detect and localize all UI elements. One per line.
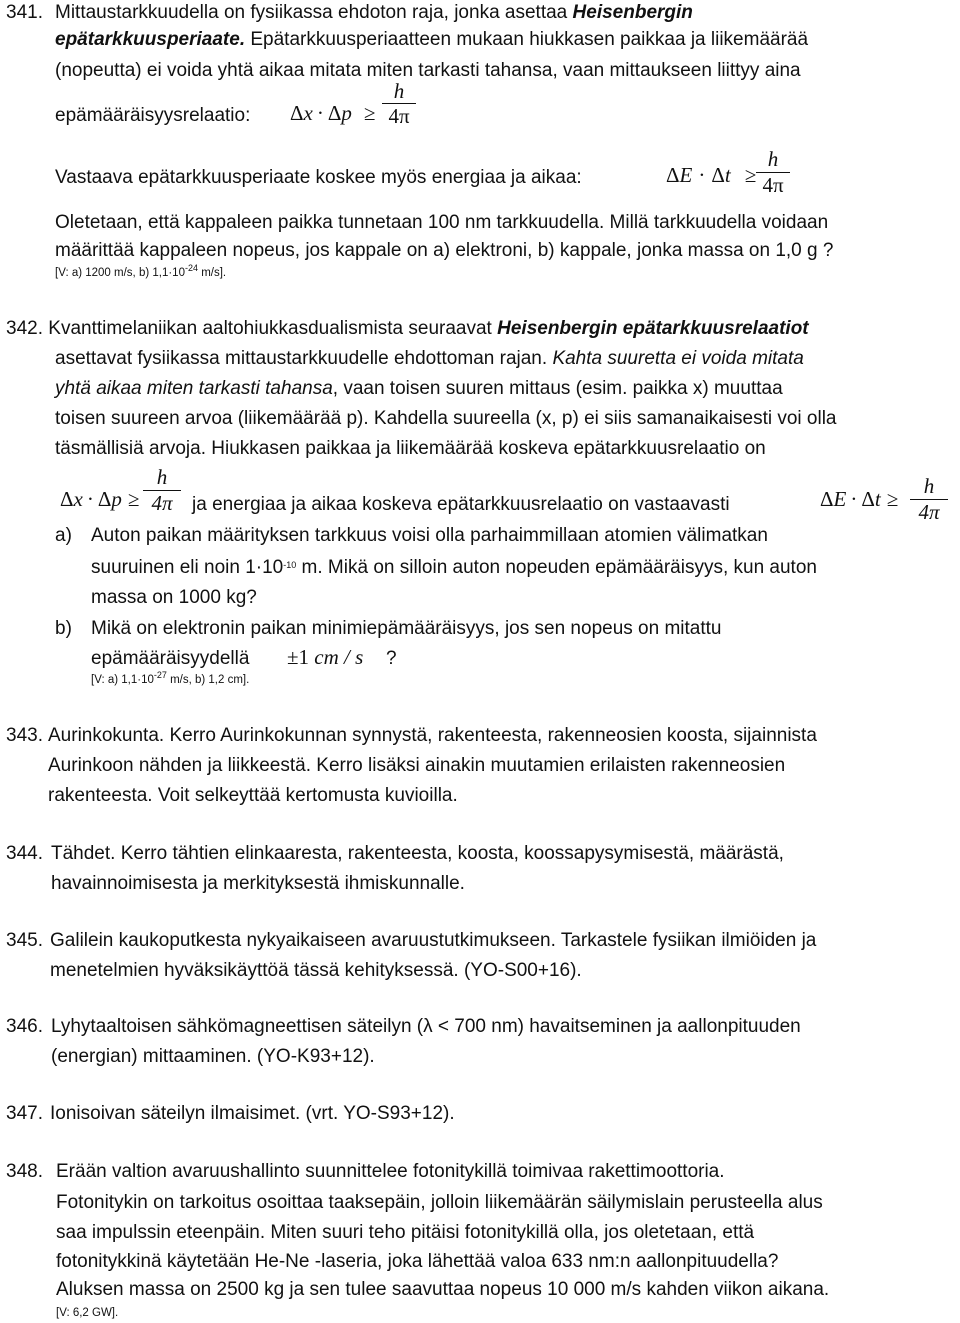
problem-347-text: Ionisoivan säteilyn ilmaisimet. (vrt. YO-S93+12). (50, 1103, 455, 1124)
problem-343-line2: Aurinkoon nähden ja liikkeestä. Kerro lisäksi ainakin muutamien erilaisten rakenneosien (48, 755, 786, 776)
subquestion-a-text: Auton paikan määrityksen tarkkuus voisi olla parhaimmillaan atomien välimatkan (91, 525, 768, 546)
var-x: x (73, 487, 83, 511)
problem-341-line5: Vastaava epätarkkuusperiaate koskee myös energiaa ja aikaa: (55, 167, 582, 188)
problem-346-line2: (energian) mittaaminen. (YO-K93+12). (51, 1046, 375, 1067)
problem-345-line2: menetelmien hyväksikäyttöä tässä kehityksessä. (YO-S00+16). (50, 960, 582, 981)
fraction-h-over-4pi (143, 466, 181, 530)
problem-344-line1 (6, 841, 784, 867)
subquestion-a-text: m. Mikä on silloin auton nopeuden epämääräisyys, kun auton (296, 557, 817, 578)
dot-symbol: · (850, 487, 858, 511)
heisenbergin-term: Heisenbergin (572, 2, 693, 23)
answer-text-end: m/s, b) 1,2 cm]. (166, 674, 250, 686)
problem-342-text: asettavat fysiikassa mittaustarkkuudelle ehdottoman rajan. (55, 348, 553, 369)
numerator-h: h (393, 79, 405, 103)
answer-text-end: m/s]. (198, 267, 227, 279)
formula-position-momentum-342 (60, 487, 139, 511)
problem-341-line2 (55, 27, 808, 53)
problem-348-line3: saa impulssin eteenpäin. Miten suuri teho pitäisi fotonitykillä olla, jos oletetaan, että (56, 1222, 755, 1243)
problem-341-line4: epämääräisyysrelaatio: (55, 105, 251, 126)
var-p: p (341, 101, 352, 125)
fraction-h-over-4pi (756, 148, 790, 212)
problem-342-answer (91, 672, 249, 688)
answer-text: [V: a) 1,1·10 (91, 674, 154, 686)
denominator-4pi: 4π (762, 173, 784, 197)
problem-343-number: 343. (6, 725, 43, 746)
fraction-h-over-4pi (910, 475, 948, 539)
denominator-4pi: 4π (388, 104, 410, 128)
problem-341-line6: Oletetaan, että kappaleen paikka tunnetaan 100 nm tarkkuudella. Millä tarkkuudella voidaan (55, 212, 829, 233)
problem-342-b-line1 (55, 616, 722, 642)
problem-342-number: 342. (6, 318, 43, 339)
problem-347-number: 347. (6, 1103, 43, 1124)
problem-342-a-line1 (55, 523, 768, 549)
delta-symbol: Δ (97, 487, 112, 511)
subquestion-a-text: suuruinen eli noin 1·10 (91, 557, 284, 578)
problem-342-line2 (55, 346, 804, 372)
delta-symbol: Δ (290, 101, 304, 125)
problem-342-line4: toisen suureen arvoa (liikemäärää p). Kahdella suureella (x, p) ei siis samanaikaisesti voi olla (55, 408, 837, 429)
problem-344-line2: havainnoimisesta ja merkityksestä ihmiskunnalle. (51, 873, 465, 894)
formula-velocity-uncertainty (287, 645, 363, 669)
problem-342-a-line2 (91, 555, 817, 581)
problem-341-line3: (nopeutta) ei voida yhtä aikaa mitata miten tarkasti tahansa, vaan mittaukseen liittyy aina (55, 60, 801, 81)
problem-348-number: 348. (6, 1161, 43, 1182)
problem-342-text: , vaan toisen suuren mittaus (esim. paikka x) muuttaa (332, 378, 783, 399)
dot-symbol: · (316, 101, 324, 125)
subquestion-b-text: Mikä on elektronin paikan minimiepämääräisyys, jos sen nopeus on mitattu (91, 618, 722, 639)
subquestion-b-text: epämääräisyydellä (91, 648, 250, 669)
problem-342-text: Kvanttimelaniikan aaltohiukkasdualismista seuraavat (48, 318, 498, 339)
var-x: x (303, 101, 313, 125)
problem-342-line1 (6, 316, 809, 342)
uncertainty-principle-term: epätarkkuusperiaate. (55, 29, 246, 50)
fraction-h-over-4pi (382, 80, 416, 144)
problem-348-line1 (6, 1159, 725, 1185)
problem-343-text: Aurinkokunta. Kerro Aurinkokunnan synnystä, rakenteesta, rakenneosien koosta, sijainnista (48, 725, 817, 746)
answer-exponent: -24 (184, 263, 198, 273)
delta-symbol: Δ (711, 163, 725, 187)
problem-345-number: 345. (6, 930, 43, 951)
answer-exponent: -27 (153, 670, 167, 680)
problem-348-line5: Aluksen massa on 2500 kg ja sen tulee saavuttaa nopeus 10 000 m/s kahden viikon aikana. (56, 1279, 830, 1300)
problem-341-number: 341. (6, 2, 43, 23)
heisenberg-relations-term: Heisenbergin epätarkkuusrelaatiot (497, 318, 809, 339)
problem-344-number: 344. (6, 843, 43, 864)
problem-345-text: Galilein kaukoputkesta nykyaikaiseen avaruustutkimukseen. Tarkastele fysiikan ilmiöiden ja (50, 930, 817, 951)
formula-energy-time (666, 163, 756, 187)
problem-347-line1 (6, 1101, 455, 1127)
geq-symbol: ≥ (886, 487, 899, 511)
problem-348-line4: fotonitykkinä käytetään He-Ne -laseria, joka lähettää valoa 633 nm:n aallonpituudella? (56, 1251, 779, 1272)
problem-342-b-line2 (91, 646, 249, 672)
var-t: t (724, 163, 731, 187)
problem-341-text: Mittaustarkkuudella on fysiikassa ehdoton raja, jonka asettaa (55, 2, 573, 23)
formula-energy-time-342 (820, 487, 898, 511)
problem-342-line5: täsmällisiä arvoja. Hiukkasen paikkaa ja liikemäärää koskeva epätarkkuusrelaatio on (55, 438, 766, 459)
answer-text: [V: a) 1200 m/s, b) 1,1·10 (55, 267, 185, 279)
numerator-h: h (923, 474, 935, 498)
numerator-h: h (767, 147, 779, 171)
var-t: t (874, 487, 881, 511)
problem-348-answer: [V: 6,2 GW]. (56, 1307, 119, 1319)
italic-emphasis: yhtä aikaa miten tarkasti tahansa (55, 378, 333, 399)
question-mark: ? (386, 648, 397, 669)
denominator-4pi: 4π (918, 500, 940, 524)
var-p: p (111, 487, 122, 511)
problem-341-answer (55, 265, 226, 281)
problem-346-number: 346. (6, 1016, 43, 1037)
subquestion-label-b: b) (55, 618, 72, 639)
denominator-4pi: 4π (151, 491, 173, 515)
problem-342-line6: ja energiaa ja aikaa koskeva epätarkkuusrelaatio on vastaavasti (192, 494, 730, 515)
exponent: -10 (283, 560, 297, 570)
delta-symbol: Δ (861, 487, 875, 511)
problem-342-line3 (55, 376, 783, 402)
formula-position-momentum (290, 101, 375, 125)
problem-341-text: Epätarkkuusperiaatteen mukaan hiukkasen paikkaa ja liikemäärää (245, 29, 809, 50)
problem-341-line7: määrittää kappaleen nopeus, jos kappale on a) elektroni, b) kappale, jonka massa on 1,0 g ? (55, 240, 834, 261)
var-E: E (679, 163, 693, 187)
delta-symbol: Δ (327, 101, 342, 125)
problem-342-a-line3: massa on 1000 kg? (91, 587, 257, 608)
numerator-h: h (156, 465, 168, 489)
geq-symbol: ≥ (363, 101, 376, 125)
plus-minus-value: ±1 (287, 645, 310, 669)
problem-343-line3: rakenteesta. Voit selkeyttää kertomusta kuvioilla. (48, 785, 458, 806)
problem-348-line2: Fotonitykin on tarkoitus osoittaa taaksepäin, jolloin liikemäärän säilymislain perusteella alus (56, 1192, 823, 1213)
delta-symbol: Δ (666, 163, 680, 187)
dot-symbol: · (86, 487, 94, 511)
problem-346-text: Lyhytaaltoisen sähkömagneettisen säteilyn (λ < 700 nm) havaitseminen ja aallonpituuden (51, 1016, 801, 1037)
delta-symbol: Δ (60, 487, 74, 511)
subquestion-label-a: a) (55, 525, 72, 546)
geq-symbol: ≥ (744, 163, 757, 187)
italic-emphasis: Kahta suuretta ei voida mitata (552, 348, 804, 369)
dot-symbol: · (698, 163, 706, 187)
problem-344-text: Tähdet. Kerro tähtien elinkaaresta, rakenteesta, koosta, koossapysymisestä, määrästä, (51, 843, 784, 864)
delta-symbol: Δ (820, 487, 834, 511)
var-E: E (833, 487, 847, 511)
problem-343-line1 (6, 723, 817, 749)
problem-346-line1 (6, 1014, 801, 1040)
problem-348-text: Erään valtion avaruushallinto suunnittelee fotonitykillä toimivaa rakettimoottoria. (56, 1161, 725, 1182)
unit-cm-per-s: cm / s (314, 645, 364, 669)
problem-345-line1 (6, 928, 817, 954)
geq-symbol: ≥ (127, 487, 140, 511)
